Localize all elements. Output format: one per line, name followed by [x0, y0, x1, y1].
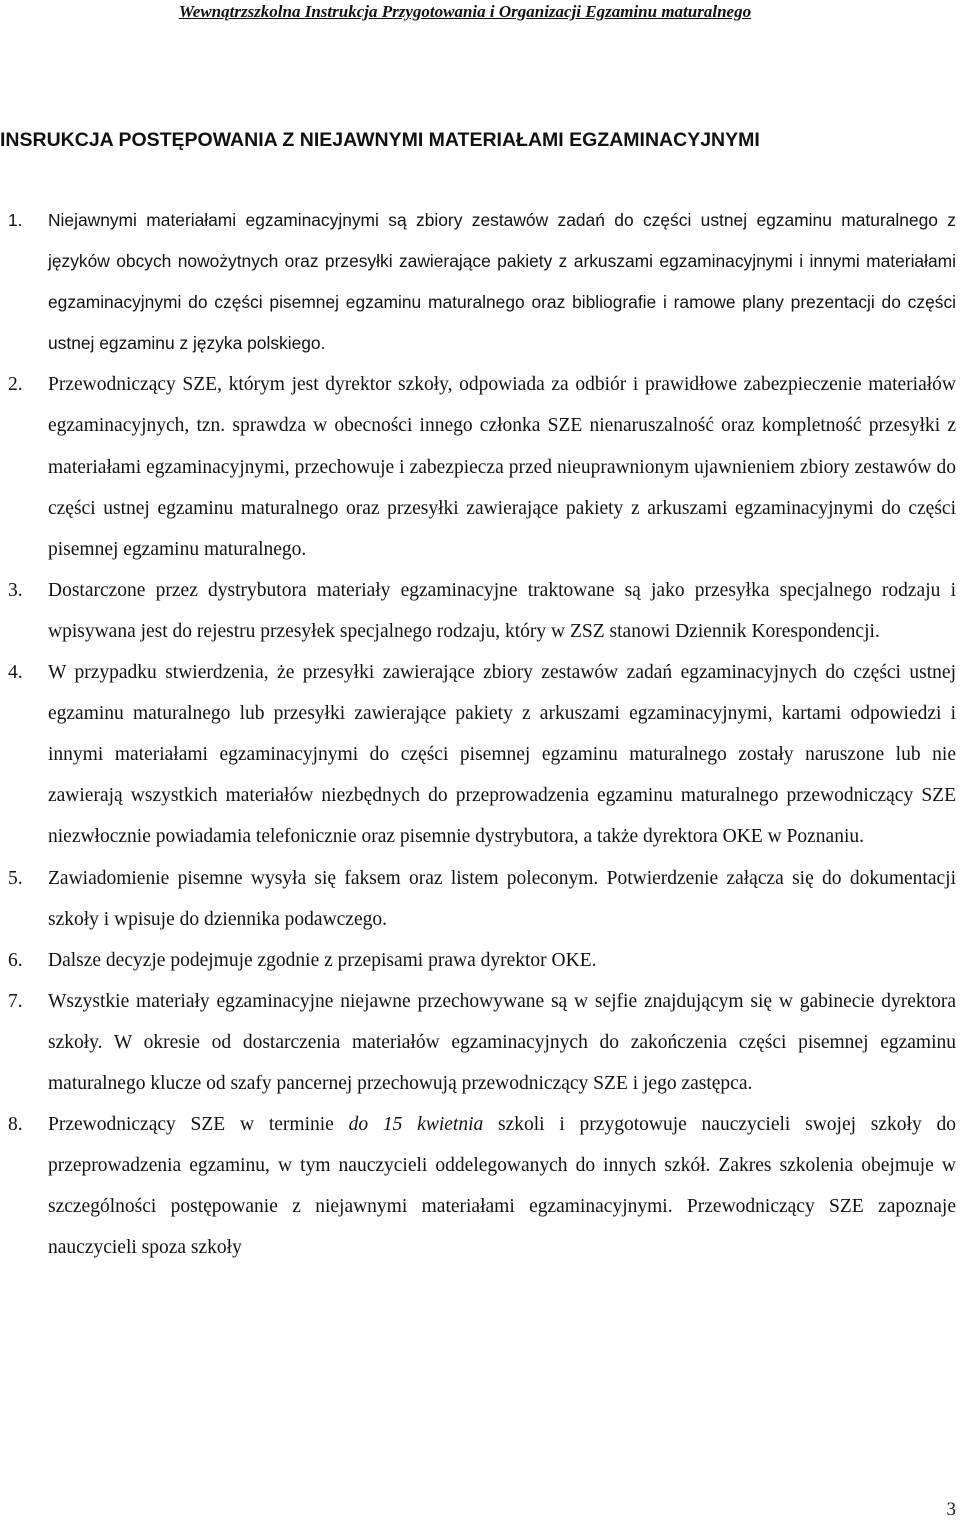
list-item: [0, 858, 956, 940]
item-text-end: szkoli i przygotowuje nauczycieli swojej szkoły do przeprowadzenia egzaminu, w tym nauczycieli oddelegowanych do innych szkół. Zakres szkolenia obejmuje w szczególności postępowanie z niejawnymi materiałami egzaminacyjnymi. Przewodniczący SZE zapoznaje nauczycieli spoza szkoły: [48, 1114, 956, 1259]
list-item: [0, 1104, 956, 1268]
item-number: 4.: [8, 662, 23, 684]
list-item: [0, 570, 956, 652]
item-number: 1.: [8, 210, 23, 230]
list-item: [0, 364, 956, 569]
list-item: [0, 652, 956, 857]
list-item: [0, 940, 956, 981]
document-title: INSRUKCJA POSTĘPOWANIA Z NIEJAWNYMI MATERIAŁAMI EGZAMINACYJNYMI: [0, 129, 760, 151]
page-number: 3: [946, 1499, 956, 1520]
item-text-start: Przewodniczący SZE w terminie: [48, 1114, 349, 1136]
item-number: 5.: [8, 867, 23, 889]
item-number: 8.: [8, 1114, 23, 1136]
item-text: Dalsze decyzje podejmuje zgodnie z przepisami prawa dyrektor OKE.: [48, 949, 597, 971]
list-item: [0, 981, 956, 1104]
item-number: 6.: [8, 949, 23, 971]
item-text: Wszystkie materiały egzaminacyjne niejawne przechowywane są w sejfie znajdującym się w gabinecie dyrektora szkoły. W okresie od dostarczenia materiałów egzaminacyjnych do zakończenia części pisemnej egzaminu maturalnego klucze od szafy pancernej przechowują przewodniczący SZE i jego zastępca.: [48, 990, 956, 1094]
item-text: [48, 1114, 956, 1258]
item-number: 2.: [8, 374, 23, 396]
item-text: Zawiadomienie pisemne wysyła się faksem oraz listem poleconym. Potwierdzenie załącza się do dokumentacji szkoły i wpisuje do dziennika podawczego.: [48, 867, 956, 930]
deadline-date: do 15 kwietnia: [348, 1114, 484, 1136]
instruction-list: [0, 200, 956, 1268]
item-text: Przewodniczący SZE, którym jest dyrektor szkoły, odpowiada za odbiór i prawidłowe zabezpieczenie materiałów egzaminacyjnych, tzn. sprawdza w obecności innego członka SZE nienaruszalność oraz kompletność przesyłki z materiałami egzaminacyjnymi, przechowuje i zabezpiecza przed nieuprawnionym ujawnieniem zbiory zestawów do części ustnej egzaminu maturalnego oraz przesyłki zawierające pakiety z arkuszami egzaminacyjnymi do części pisemnej egzaminu maturalnego.: [48, 374, 956, 560]
item-number: 7.: [8, 990, 23, 1012]
item-text: Niejawnymi materiałami egzaminacyjnymi są zbiory zestawów zadań do części ustnej egzaminu maturalnego z języków obcych nowożytnych oraz przesyłki zawierające pakiety z arkuszami egzaminacyjnymi i innymi materiałami egzaminacyjnymi do części pisemnej egzaminu maturalnego oraz bibliografie i ramowe plany prezentacji do części ustnej egzaminu z języka polskiego.: [48, 210, 956, 354]
item-text: W przypadku stwierdzenia, że przesyłki zawierające zbiory zestawów zadań egzaminacyjnych do części ustnej egzaminu maturalnego lub przesyłki zawierające pakiety z arkuszami egzaminacyjnymi, kartami odpowiedzi i innymi materiałami egzaminacyjnymi do części pisemnej egzaminu maturalnego zostały naruszone lub nie zawierają wszystkich materiałów niezbędnych do przeprowadzenia egzaminu maturalnego przewodniczący SZE niezwłocznie powiadamia telefonicznie oraz pisemnie dystrybutora, a także dyrektora OKE w Poznaniu.: [48, 662, 956, 848]
list-item: [0, 200, 956, 364]
item-number: 3.: [8, 579, 23, 601]
running-header: Wewnątrzszkolna Instrukcja Przygotowania i Organizacji Egzaminu maturalnego: [178, 2, 752, 21]
item-text: Dostarczone przez dystrybutora materiały egzaminacyjne traktowane są jako przesyłka specjalnego rodzaju i wpisywana jest do rejestru przesyłek specjalnego rodzaju, który w ZSZ stanowi Dziennik Korespondencji.: [48, 579, 956, 642]
